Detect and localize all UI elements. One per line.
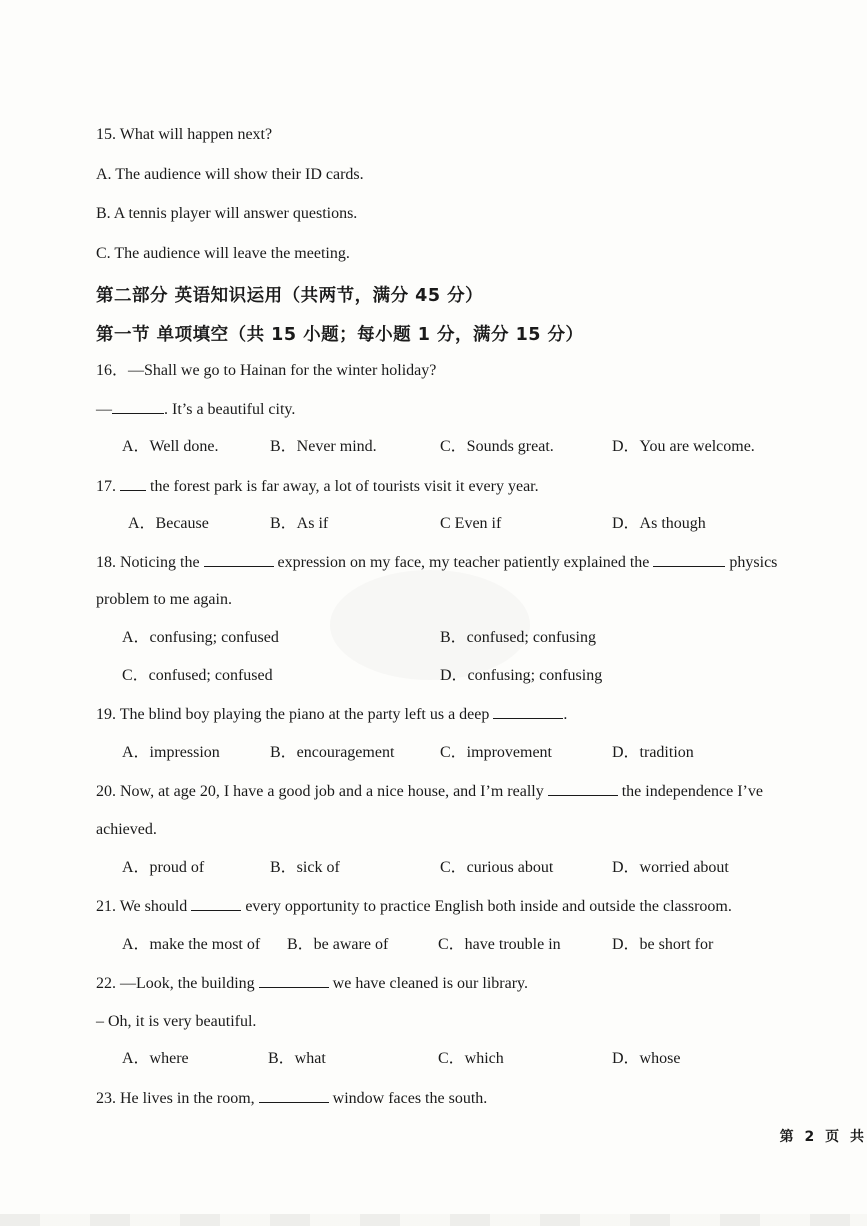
q18-text-mid: expression on my face, my teacher patiently explained the [273,554,654,571]
q17-option-d: D．As though [612,515,706,532]
q21-option-a: A．make the most of [122,936,261,953]
q16-question: 16．—Shall we go to Hainan for the winter holiday? [96,362,437,379]
q20-option-a: A．proud of [122,859,205,876]
q16-blank [112,399,164,414]
q18-blank-1 [204,552,274,567]
q21-question [96,896,867,917]
q21-text-start: 21. We should [96,898,192,915]
page-number-footer: 第 2 页 共 [779,1129,867,1145]
q16-answer-line [96,399,847,420]
q22-option-d: D．whose [612,1050,681,1067]
q16-option-b: B．Never mind. [270,438,377,455]
q19-option-b: B．encouragement [270,744,395,761]
q17-number: 17. [96,478,116,495]
q21-text-end: every opportunity to practice English both inside and outside the classroom. [241,898,732,915]
q16-dash: — [96,401,112,418]
q19-text: 19. The blind boy playing the piano at the party left us a deep [96,706,494,723]
q20-option-b: B．sick of [270,859,340,876]
q18-option-a: A．confusing; confused [122,629,279,646]
q20-question-line2: achieved. [96,821,157,838]
q17-option-a: A．Because [128,515,209,532]
q18-blank-2 [653,552,725,567]
q21-option-d: D．be short for [612,936,714,953]
q18-option-c: C．confused; confused [122,667,273,684]
q20-blank [548,781,618,796]
q17-option-c: C Even if [440,515,502,532]
q22-option-a: A．where [122,1050,189,1067]
q15-option-c: C. The audience will leave the meeting. [96,245,350,262]
q22-blank [259,973,329,988]
q20-question [96,781,867,802]
q20-option-c: C．curious about [440,859,554,876]
section1-heading: 第一节 单项填空（共 15 小题；每小题 1 分，满分 15 分） [96,325,584,345]
scan-bottom-edge [0,1214,867,1226]
q23-text-start: 23. He lives in the room, [96,1090,259,1107]
q18-option-d: D．confusing; confusing [440,667,603,684]
q17-blank [120,476,146,491]
q19-blank [493,704,563,719]
q22-option-b: B．what [268,1050,326,1067]
q23-blank [259,1088,329,1103]
q18-question [96,552,867,573]
q20-text-end: the independence I’ve [617,783,763,800]
q20-text-start: 20. Now, at age 20, I have a good job and a nice house, and I’m really [96,783,548,800]
q23-question [96,1088,847,1109]
q18-text-end: physics [725,554,778,571]
q19-end: . [563,706,568,723]
q21-blank [191,896,241,911]
q22-option-c: C．which [438,1050,504,1067]
q21-option-b: B．be aware of [287,936,389,953]
q17-text: the forest park is far away, a lot of tourists visit it every year. [146,478,539,495]
q22-text-end: we have cleaned is our library. [328,975,528,992]
q20-option-d: D．worried about [612,859,729,876]
q16-option-d: D．You are welcome. [612,438,755,455]
q18-question-line2: problem to me again. [96,591,232,608]
q18-option-b: B．confused; confusing [440,629,596,646]
q16-option-a: A．Well done. [122,438,219,455]
part2-heading: 第二部分 英语知识运用（共两节，满分 45 分） [96,286,484,306]
q22-text-start: 22. —Look, the building [96,975,259,992]
q19-option-c: C．improvement [440,744,552,761]
q16-answer-text: . It’s a beautiful city. [164,401,296,418]
q23-text-end: window faces the south. [328,1090,488,1107]
faint-watermark [330,570,530,680]
q15-option-a: A. The audience will show their ID cards. [96,166,364,183]
q19-question [96,704,847,725]
q18-text-start: 18. Noticing the [96,554,204,571]
q15-option-b: B. A tennis player will answer questions. [96,205,358,222]
q22-question [96,973,847,994]
q21-option-c: C．have trouble in [438,936,561,953]
q15-question: 15. What will happen next? [96,126,273,143]
q17-question [96,476,847,497]
q16-option-c: C．Sounds great. [440,438,554,455]
q19-option-d: D．tradition [612,744,694,761]
q17-option-b: B．As if [270,515,329,532]
q19-option-a: A．impression [122,744,220,761]
q22-question-line2: – Oh, it is very beautiful. [96,1013,257,1030]
